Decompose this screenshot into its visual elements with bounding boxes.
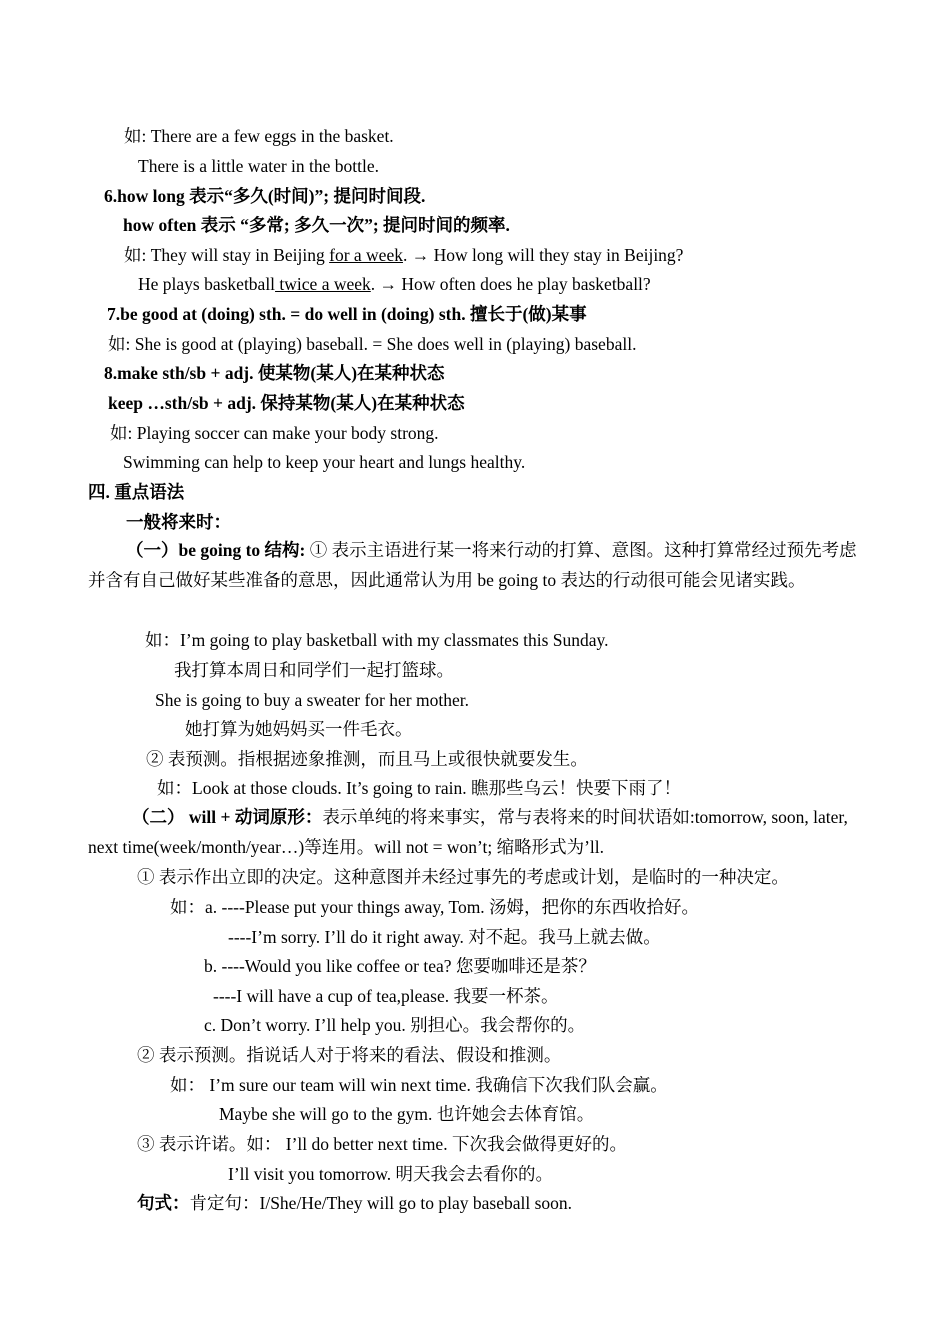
example-line: 如: She is good at (playing) baseball. = She does well in (playing) baseball. (108, 334, 637, 354)
point-heading: keep …sth/sb + adj. 保持某物(某人)在某种状态 (108, 393, 465, 413)
example-line: 如：Look at those clouds. It’s going to rain. 瞧那些乌云！快要下雨了！ (157, 778, 681, 798)
example-text: He plays basketball (138, 274, 276, 294)
pattern-text: 肯定句：I/She/He/They will go to play baseball soon. (189, 1193, 573, 1213)
usage-line: ② 表示预测。指说话人对于将来的看法、假设和推测。 (137, 1045, 562, 1065)
example-text: . → How often does he play basketball? (370, 274, 651, 294)
paragraph-text: 表示单纯的将来事实，常与表将来的时间状语如:tomorrow, soon, later, next time(week/month/year…)等连用。will not = won’t; 缩略形式为’ll. (88, 807, 848, 857)
underlined-phrase: twice a week (275, 274, 371, 294)
example-line (124, 244, 683, 266)
translation-line: 我打算本周日和同学们一起打篮球。 (174, 660, 454, 680)
underlined-phrase: for a week (329, 245, 403, 265)
point-heading: 7.be good at (doing) sth. = do well in (doing) sth. 擅长于(做)某事 (107, 304, 587, 324)
sentence-pattern-line (137, 1192, 572, 1214)
paragraph-be-going-to (88, 536, 864, 595)
paragraph-text: ① 表示主语进行某一将来行动的打算、意图。这种打算常经过预先考虑并含有自己做好某些准备的意思，因此通常认为用 be going to 表达的行动很可能会见诸实践。 (88, 540, 857, 590)
example-text: 如: They will stay in Beijing (124, 245, 330, 265)
example-line: Swimming can help to keep your heart and lungs healthy. (123, 452, 526, 472)
example-line: 如：I’m going to play basketball with my classmates this Sunday. (145, 630, 609, 650)
paragraph-heading: （二） will + 动词原形： (132, 807, 323, 827)
usage-line: ③ 表示许诺。如： I’ll do better next time. 下次我会做得更好的。 (137, 1134, 627, 1154)
example-line: Maybe she will go to the gym. 也许她会去体育馆。 (219, 1104, 595, 1124)
example-line: I’ll visit you tomorrow. 明天我会去看你的。 (228, 1164, 554, 1184)
example-line: c. Don’t worry. I’ll help you. 别担心。我会帮你的。 (204, 1015, 586, 1035)
example-line: 如: Playing soccer can make your body strong. (110, 423, 439, 443)
example-line: She is going to buy a sweater for her mother. (155, 690, 469, 710)
example-line (138, 273, 651, 295)
subsection-heading: 一般将来时： (126, 512, 231, 532)
paragraph-will (88, 803, 864, 862)
example-line: 如：a. ----Please put your things away, Tom. 汤姆，把你的东西收拾好。 (170, 897, 700, 917)
usage-line: ① 表示作出立即的决定。这种意图并未经过事先的考虑或计划，是临时的一种决定。 (137, 867, 789, 887)
translation-line: 她打算为她妈妈买一件毛衣。 (185, 719, 413, 739)
example-line: 如: There are a few eggs in the basket. (124, 126, 394, 146)
point-heading: 8.make sth/sb + adj. 使某物(某人)在某种状态 (104, 363, 445, 383)
example-line: 如： I’m sure our team will win next time. 我确信下次我们队会赢。 (170, 1075, 668, 1095)
example-text: . → How long will they stay in Beijing? (402, 245, 684, 265)
example-line: ----I’m sorry. I’ll do it right away. 对不起。我马上就去做。 (228, 927, 661, 947)
paragraph-heading: （一）be going to 结构: (126, 540, 306, 560)
point-heading: 6.how long 表示“多久(时间)”; 提问时间段. (104, 186, 426, 206)
example-line: b. ----Would you like coffee or tea? 您要咖啡还是茶？ (204, 956, 596, 976)
point-heading: how often 表示 “多常; 多久一次”; 提问时间的频率. (123, 215, 510, 235)
pattern-label: 句式： (137, 1193, 190, 1213)
example-line: ----I will have a cup of tea,please. 我要一杯茶。 (213, 986, 559, 1006)
example-line: ② 表预测。指根据迹象推测，而且马上或很快就要发生。 (146, 749, 588, 769)
section-heading: 四. 重点语法 (88, 482, 185, 502)
example-line: There is a little water in the bottle. (138, 156, 380, 176)
